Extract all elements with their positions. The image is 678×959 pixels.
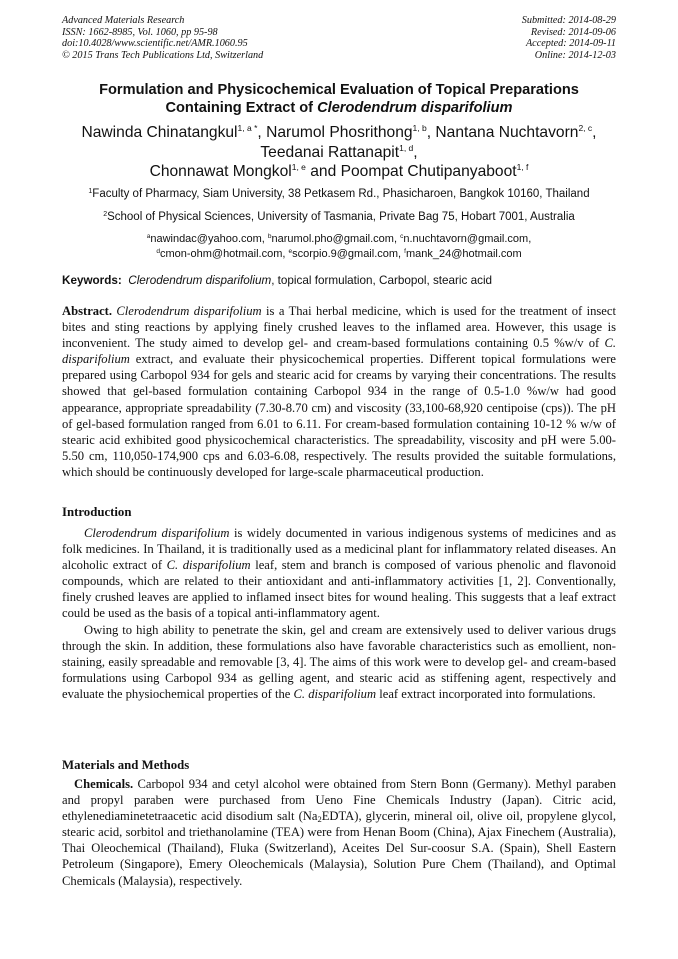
- journal-copyright: © 2015 Trans Tech Publications Ltd, Switzerland: [62, 49, 264, 61]
- affiliation-1: [30, 187, 648, 201]
- email-address[interactable]: scorpio.9@gmail.com,: [292, 247, 405, 260]
- author-affil-mark: 2, c: [578, 123, 593, 133]
- email-address[interactable]: mank_24@hotmail.com: [405, 247, 522, 260]
- abstract-text-1: is a Thai herbal medicine, which is used for the treatment of insect bites and sting reactions by applying finely crushed leaves to the inflamed area. However, this usage is inconvenient. The study aimed to develop gel- and cream-based formulations containing 0.5 %w/v of: [62, 304, 616, 351]
- author-name: Nawinda Chinatangkul: [81, 124, 238, 141]
- keywords-rest: , topical formulation, Carbopol, stearic acid: [271, 274, 493, 287]
- title-species: Clerodendrum disparifolium: [317, 100, 513, 116]
- author-separator: ,: [257, 124, 267, 141]
- methods-section: [62, 776, 616, 889]
- affiliation-2: [30, 210, 648, 224]
- keywords-line: [62, 273, 616, 288]
- abstract-species-short: C. disparifolium: [62, 336, 616, 367]
- title-line-2-prefix: Containing Extract of: [165, 100, 318, 116]
- chemicals-text-2: EDTA), glycerin, mineral oil, olive oil, propylene glycol, stearic acid, sorbitol and triethanolamine (TEA) were from Henan Boom (China), Ajax Finechem (Australia), Thai Oleochemical (Thailand), Fluka (Switzerland), Aceites Del Sur-coosur S.A. (Spain), Shell Eastern Petroleum (Singapore), Emery Oleochemicals (Malaysia), Solution Pure Chem (Thailand), and Optimal Chemicals (Malaysia), respectively.: [62, 809, 616, 888]
- chemicals-paragraph: [62, 776, 616, 889]
- email-address[interactable]: nawindac@yahoo.com,: [150, 233, 268, 245]
- author-separator: ,: [592, 124, 597, 141]
- methods-heading: Materials and Methods: [62, 758, 190, 772]
- author-name: Poompat Chutipanyaboot: [340, 163, 517, 180]
- author-affil-mark: 1, b: [412, 123, 427, 133]
- chemicals-label: Chemicals.: [74, 777, 134, 791]
- abstract-species: Clerodendrum disparifolium: [116, 304, 262, 318]
- email-address[interactable]: n.nuchtavorn@gmail.com,: [403, 233, 532, 245]
- author-emails: [30, 232, 648, 261]
- abstract-label: Abstract.: [62, 304, 113, 318]
- email-address[interactable]: cmon-ohm@hotmail.com,: [159, 247, 289, 260]
- intro-species-short: C. disparifolium: [166, 558, 251, 573]
- date-online: Online: 2014-12-03: [534, 49, 616, 61]
- email-mark: a: [146, 233, 151, 240]
- author-line-1: [40, 123, 638, 143]
- journal-doi: doi:10.4028/www.scientific.net/AMR.1060.95: [62, 38, 248, 50]
- author-affil-mark: 1, a *: [237, 123, 258, 133]
- email-mark: b: [267, 233, 272, 240]
- abstract-section: [62, 303, 616, 480]
- introduction-section: [62, 525, 616, 702]
- intro-p1-text-1: is widely documented in various indigenous systems of medicines and as folk medicines. In Thailand, it is traditionally used as a medicinal plant for inflammatory related diseases. An alcoholic extract of: [62, 526, 616, 573]
- abstract-text-2: extract, and evaluate their physicochemical properties. Different topical formulations were prepared using Carbopol 934 for gels and stearic acid for creams by varying their concentrations. The results showed that gel-based formulation containing Carbopol 934 in the range of 0.5-1.0 %w/w had good appearance, appropriate spreadability (7.30-8.70 cm) and viscosity (33,100-68,920 centipoise (cps)). The pH of gel-based formulation ranged from 6.01 to 6.11. For cream-based formulation containing 10-12 % w/w of stearic acid exhibited good physicochemical characteristics. The spreadability, viscosity and pH were 5.00-5.50 cm, 110,050-174,900 cps and 6.03-6.08, respectively. The results provided the suitable formulations, which should be continuously developed for large-scale pharmaceutical production.: [62, 352, 616, 479]
- intro-species: Clerodendrum disparifolium: [84, 526, 230, 540]
- affiliation-text: School of Physical Sciences, University of Tasmania, Private Bag 75, Hobart 7001, Australia: [107, 211, 575, 223]
- introduction-paragraph-1: [62, 525, 616, 622]
- title-line-1: Formulation and Physicochemical Evaluation of Topical Preparations: [99, 82, 579, 98]
- affiliation-mark: 1: [88, 188, 93, 195]
- affiliation-mark: 2: [103, 211, 108, 218]
- keywords-label: Keywords:: [62, 274, 122, 287]
- author-name: Teedanai Rattanapit: [260, 143, 400, 161]
- email-mark: c: [400, 233, 404, 240]
- abstract-paragraph: [62, 303, 616, 480]
- keyword-species: Clerodendrum disparifolium: [128, 274, 272, 287]
- author-affil-mark: 1, e: [291, 162, 306, 172]
- date-revised: Revised: 2014-09-06: [530, 26, 616, 38]
- email-address[interactable]: narumol.pho@gmail.com,: [271, 233, 401, 245]
- author-list: [40, 123, 638, 182]
- chemicals-text-1: Carbopol 934 and cetyl alcohol were obtained from Stern Bonn (Germany). Methyl paraben and propyl paraben were purchased from Ueno Fine Chemicals Industry (Japan). Citric acid, ethylenediaminetetraacetic acid disodium salt (Na: [62, 777, 616, 824]
- intro-p1-text-2: leaf, stem and branch is composed of various phenolic and flavonoid compounds, which are related to their antioxidant and anti-inflammatory activities [1, 2]. Conventionally, finely crushed leaves are applied to inflamed insect bites for wound healing. This suggests that a leaf extract could be used as the basis of a topical anti-inflammatory agent.: [62, 558, 616, 621]
- author-affil-mark: 1, f: [516, 162, 529, 172]
- journal-header-left: [62, 15, 263, 61]
- author-name: Narumol Phosrithong: [266, 124, 413, 141]
- email-mark: f: [404, 247, 406, 255]
- introduction-paragraph-2: [62, 622, 616, 702]
- email-line-1: [30, 232, 648, 247]
- author-line-2: [40, 143, 638, 163]
- title-line-2: [40, 99, 638, 117]
- author-name: Chonnawat Mongkol: [149, 163, 292, 180]
- intro-p2-species-short: C. disparifolium: [293, 686, 377, 701]
- paper-title: [40, 81, 638, 117]
- email-mark: d: [156, 247, 160, 255]
- email-line-2: [30, 247, 648, 262]
- date-accepted: Accepted: 2014-09-11: [525, 38, 616, 50]
- date-submitted: Submitted: 2014-08-29: [521, 15, 616, 26]
- email-mark: e: [288, 247, 293, 255]
- author-separator: and: [305, 163, 341, 180]
- author-affil-mark: 1, d: [399, 142, 414, 153]
- chemical-subscript: 2: [317, 814, 322, 825]
- journal-name: Advanced Materials Research: [62, 15, 185, 26]
- author-name: Nantana Nuchtavorn: [435, 124, 579, 141]
- introduction-heading: Introduction: [62, 505, 132, 519]
- author-separator: ,: [426, 124, 436, 141]
- journal-header-right: [522, 15, 616, 61]
- author-line-3: [40, 162, 638, 182]
- author-separator: ,: [413, 143, 418, 161]
- affiliation-text: Faculty of Pharmacy, Siam University, 38 Petkasem Rd., Phasicharoen, Bangkok 10160, Thailand: [92, 188, 590, 200]
- journal-issn: ISSN: 1662-8985, Vol. 1060, pp 95-98: [62, 26, 218, 38]
- intro-p2-text-2: leaf extract incorporated into formulations.: [376, 686, 596, 701]
- intro-p2-text-1: Owing to high ability to penetrate the skin, gel and cream are extensively used to deliver various drugs through the skin. In addition, these formulations also have favorable characteristics such as emollient, non-staining, easily spreadable and removable [3, 4]. The aims of this work were to develop gel- and cream-based formulations using Carbopol 934 as gelling agent, and stearic acid as stiffening agent, respectively and evaluate the physiochemical properties of the: [62, 622, 616, 701]
